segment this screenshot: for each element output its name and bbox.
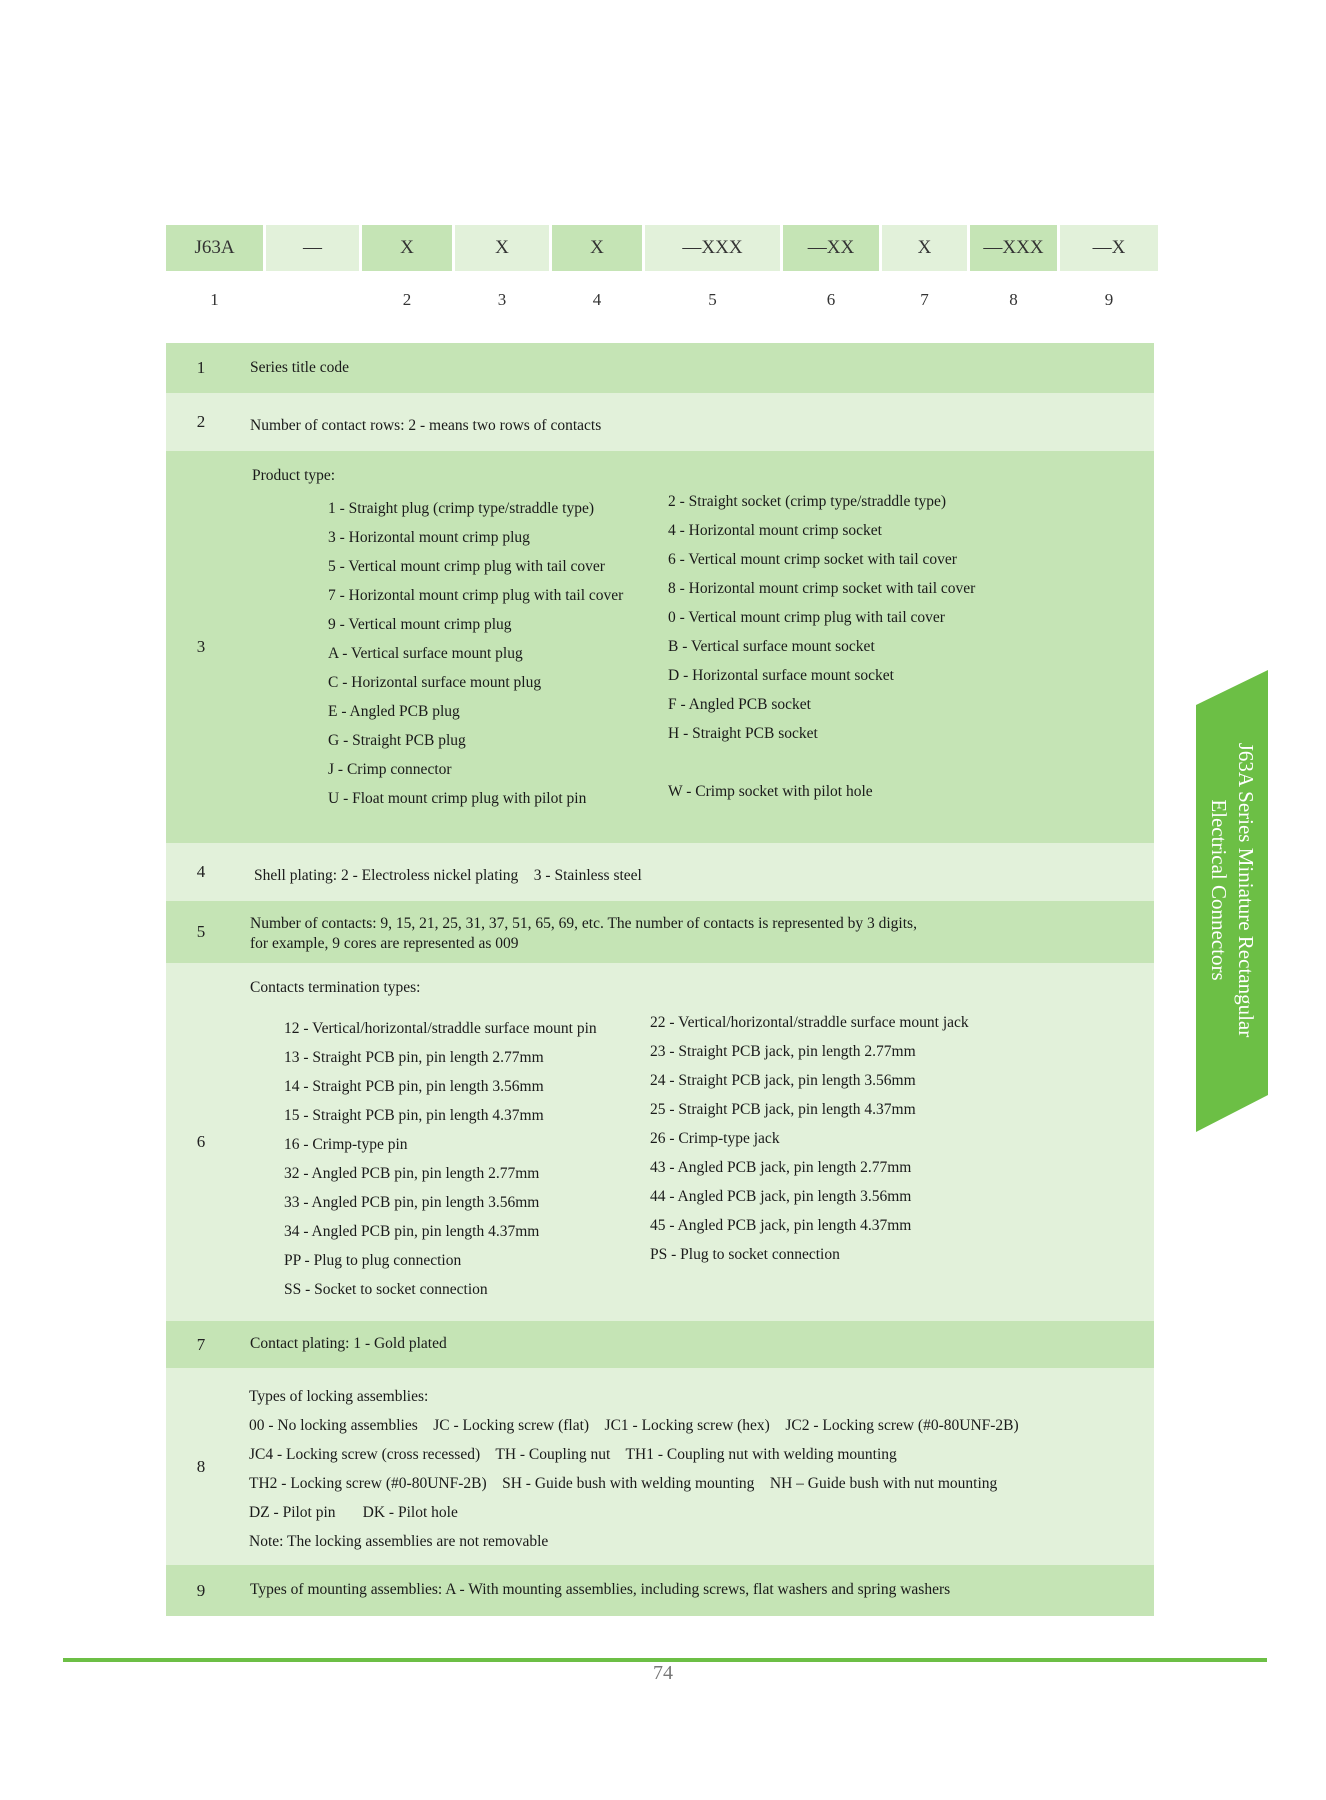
spec-row-5 (166, 901, 1154, 963)
list-item: 32 - Angled PCB pin, pin length 2.77mm (284, 1165, 540, 1182)
spec-table (166, 343, 1154, 1616)
side-tab-line-1: J63A Series Miniature Rectangular (1234, 742, 1258, 1038)
code-position-label: 5 (708, 290, 717, 309)
code-position-label: 3 (497, 290, 507, 309)
row-number: 9 (196, 1580, 206, 1600)
row-number: 3 (196, 637, 206, 656)
list-item: PP - Plug to plug connection (284, 1252, 462, 1269)
spec-row-3 (166, 451, 1154, 843)
list-item: 9 - Vertical mount crimp plug (328, 616, 512, 633)
list-item: 14 - Straight PCB pin, pin length 3.56mm (284, 1078, 544, 1095)
spec-row-9 (166, 1565, 1154, 1616)
spec-row-2 (166, 393, 1154, 451)
list-item: 5 - Vertical mount crimp plug with tail cover (328, 558, 605, 575)
list-item: W - Crimp socket with pilot hole (668, 783, 873, 800)
list-item: 6 - Vertical mount crimp socket with tail cover (668, 551, 957, 568)
list-item: E - Angled PCB plug (328, 703, 460, 720)
list-item: 23 - Straight PCB jack, pin length 2.77mm (650, 1043, 916, 1060)
code-position-label (266, 285, 359, 315)
product-type-left-list (328, 494, 623, 813)
list-item: 00 - No locking assemblies JC - Locking screw (flat) JC1 - Locking screw (hex) JC2 - Locking screw (#0-80UNF-2B) (249, 1417, 1019, 1434)
list-item: 43 - Angled PCB jack, pin length 2.77mm (650, 1159, 912, 1176)
code-cell: X (882, 225, 967, 271)
code-cell: J63A (166, 225, 263, 271)
list-item: 3 - Horizontal mount crimp plug (328, 529, 530, 546)
code-position-strip (166, 285, 1163, 315)
list-item: PS - Plug to socket connection (650, 1246, 840, 1263)
list-item: 33 - Angled PCB pin, pin length 3.56mm (284, 1194, 540, 1211)
code-position-label: 1 (210, 290, 219, 309)
product-type-heading: Product type: (252, 467, 336, 484)
side-tab-line-2: Electrical Connectors (1207, 799, 1231, 981)
code-position-label: 8 (1009, 290, 1018, 309)
list-item: 26 - Crimp-type jack (650, 1130, 780, 1147)
list-item: Note: The locking assemblies are not removable (249, 1533, 549, 1550)
termination-heading: Contacts termination types: (250, 979, 421, 996)
list-item: 16 - Crimp-type pin (284, 1136, 408, 1153)
spec-row-1 (166, 343, 1154, 393)
list-item: 15 - Straight PCB pin, pin length 4.37mm (284, 1107, 544, 1124)
row-number: 7 (196, 1334, 206, 1354)
code-position-label: 6 (826, 290, 836, 309)
code-cell: —XXX (970, 225, 1057, 271)
code-cell: X (455, 225, 549, 271)
row-text-line-2: for example, 9 cores are represented as 009 (250, 935, 519, 952)
side-tab-title (1196, 690, 1268, 1090)
list-item: C - Horizontal surface mount plug (328, 674, 542, 691)
locking-assemblies-list (249, 1382, 1019, 1556)
list-item: TH2 - Locking screw (#0-80UNF-2B) SH - Guide bush with welding mounting NH – Guide bush with nut mounting (249, 1475, 998, 1492)
row-text: Number of contact rows: 2 - means two rows of contacts (250, 416, 602, 434)
list-item: 25 - Straight PCB jack, pin length 4.37mm (650, 1101, 916, 1118)
row-number: 1 (196, 358, 206, 377)
product-type-right-list (668, 487, 975, 806)
list-item: D - Horizontal surface mount socket (668, 667, 894, 684)
code-cell: —X (1060, 225, 1158, 271)
spec-row-4 (166, 843, 1154, 901)
list-item: 44 - Angled PCB jack, pin length 3.56mm (650, 1188, 912, 1205)
list-item: SS - Socket to socket connection (284, 1281, 488, 1298)
row-text-line-1: Number of contacts: 9, 15, 21, 25, 31, 37, 51, 65, 69, etc. The number of contacts is represented by 3 digits, (250, 915, 917, 932)
spec-row-7 (166, 1321, 1154, 1368)
termination-left-list (284, 1014, 597, 1304)
list-item: 12 - Vertical/horizontal/straddle surface mount pin (284, 1020, 597, 1037)
row-number: 2 (196, 412, 206, 431)
row-text: Types of mounting assemblies: A - With mounting assemblies, including screws, flat washers and spring washers (250, 1581, 951, 1599)
row-number: 8 (196, 1456, 206, 1476)
spec-row-8 (166, 1368, 1154, 1565)
row-number: 4 (196, 862, 206, 881)
list-item: 2 - Straight socket (crimp type/straddle type) (668, 493, 947, 510)
code-cell: — (266, 225, 359, 271)
list-item: B - Vertical surface mount socket (668, 638, 875, 655)
list-item: 13 - Straight PCB pin, pin length 2.77mm (284, 1049, 544, 1066)
list-item: 22 - Vertical/horizontal/straddle surface mount jack (650, 1014, 969, 1031)
list-item: 45 - Angled PCB jack, pin length 4.37mm (650, 1217, 912, 1234)
code-position-label: 9 (1104, 290, 1114, 309)
list-item: 1 - Straight plug (crimp type/straddle type) (328, 500, 595, 517)
part-code-strip (166, 225, 1163, 271)
list-item: 4 - Horizontal mount crimp socket (668, 522, 882, 539)
list-item: Types of locking assemblies: (249, 1388, 429, 1405)
row-number: 5 (196, 922, 206, 941)
list-item: G - Straight PCB plug (328, 732, 466, 749)
row-text: Contact plating: 1 - Gold plated (250, 1335, 447, 1353)
code-position-label: 4 (592, 290, 602, 309)
list-item: 0 - Vertical mount crimp plug with tail cover (668, 609, 945, 626)
row-number: 6 (196, 1132, 206, 1151)
code-position-label: 2 (402, 290, 412, 309)
page-number: 74 (653, 1662, 673, 1684)
list-item: F - Angled PCB socket (668, 696, 811, 713)
row-text: Shell plating: 2 - Electroless nickel plating 3 - Stainless steel (254, 866, 642, 884)
code-position-label: 7 (920, 290, 929, 309)
list-item: 7 - Horizontal mount crimp plug with tail cover (328, 587, 624, 604)
list-item: 8 - Horizontal mount crimp socket with tail cover (668, 580, 976, 597)
list-item: H - Straight PCB socket (668, 725, 818, 742)
list-item: U - Float mount crimp plug with pilot pin (328, 790, 587, 807)
code-cell: —XX (783, 225, 879, 271)
list-item: A - Vertical surface mount plug (328, 645, 523, 662)
row-text: Series title code (250, 358, 349, 376)
code-cell: X (552, 225, 642, 271)
code-cell: X (362, 225, 452, 271)
list-item: 24 - Straight PCB jack, pin length 3.56mm (650, 1072, 916, 1089)
spec-row-6 (166, 963, 1154, 1321)
termination-right-list (650, 1008, 969, 1269)
list-item: DZ - Pilot pin DK - Pilot hole (249, 1504, 458, 1521)
list-item: JC4 - Locking screw (cross recessed) TH - Coupling nut TH1 - Coupling nut with welding mounting (249, 1446, 897, 1463)
list-item: 34 - Angled PCB pin, pin length 4.37mm (284, 1223, 540, 1240)
list-item: J - Crimp connector (328, 761, 452, 778)
code-cell: —XXX (645, 225, 780, 271)
